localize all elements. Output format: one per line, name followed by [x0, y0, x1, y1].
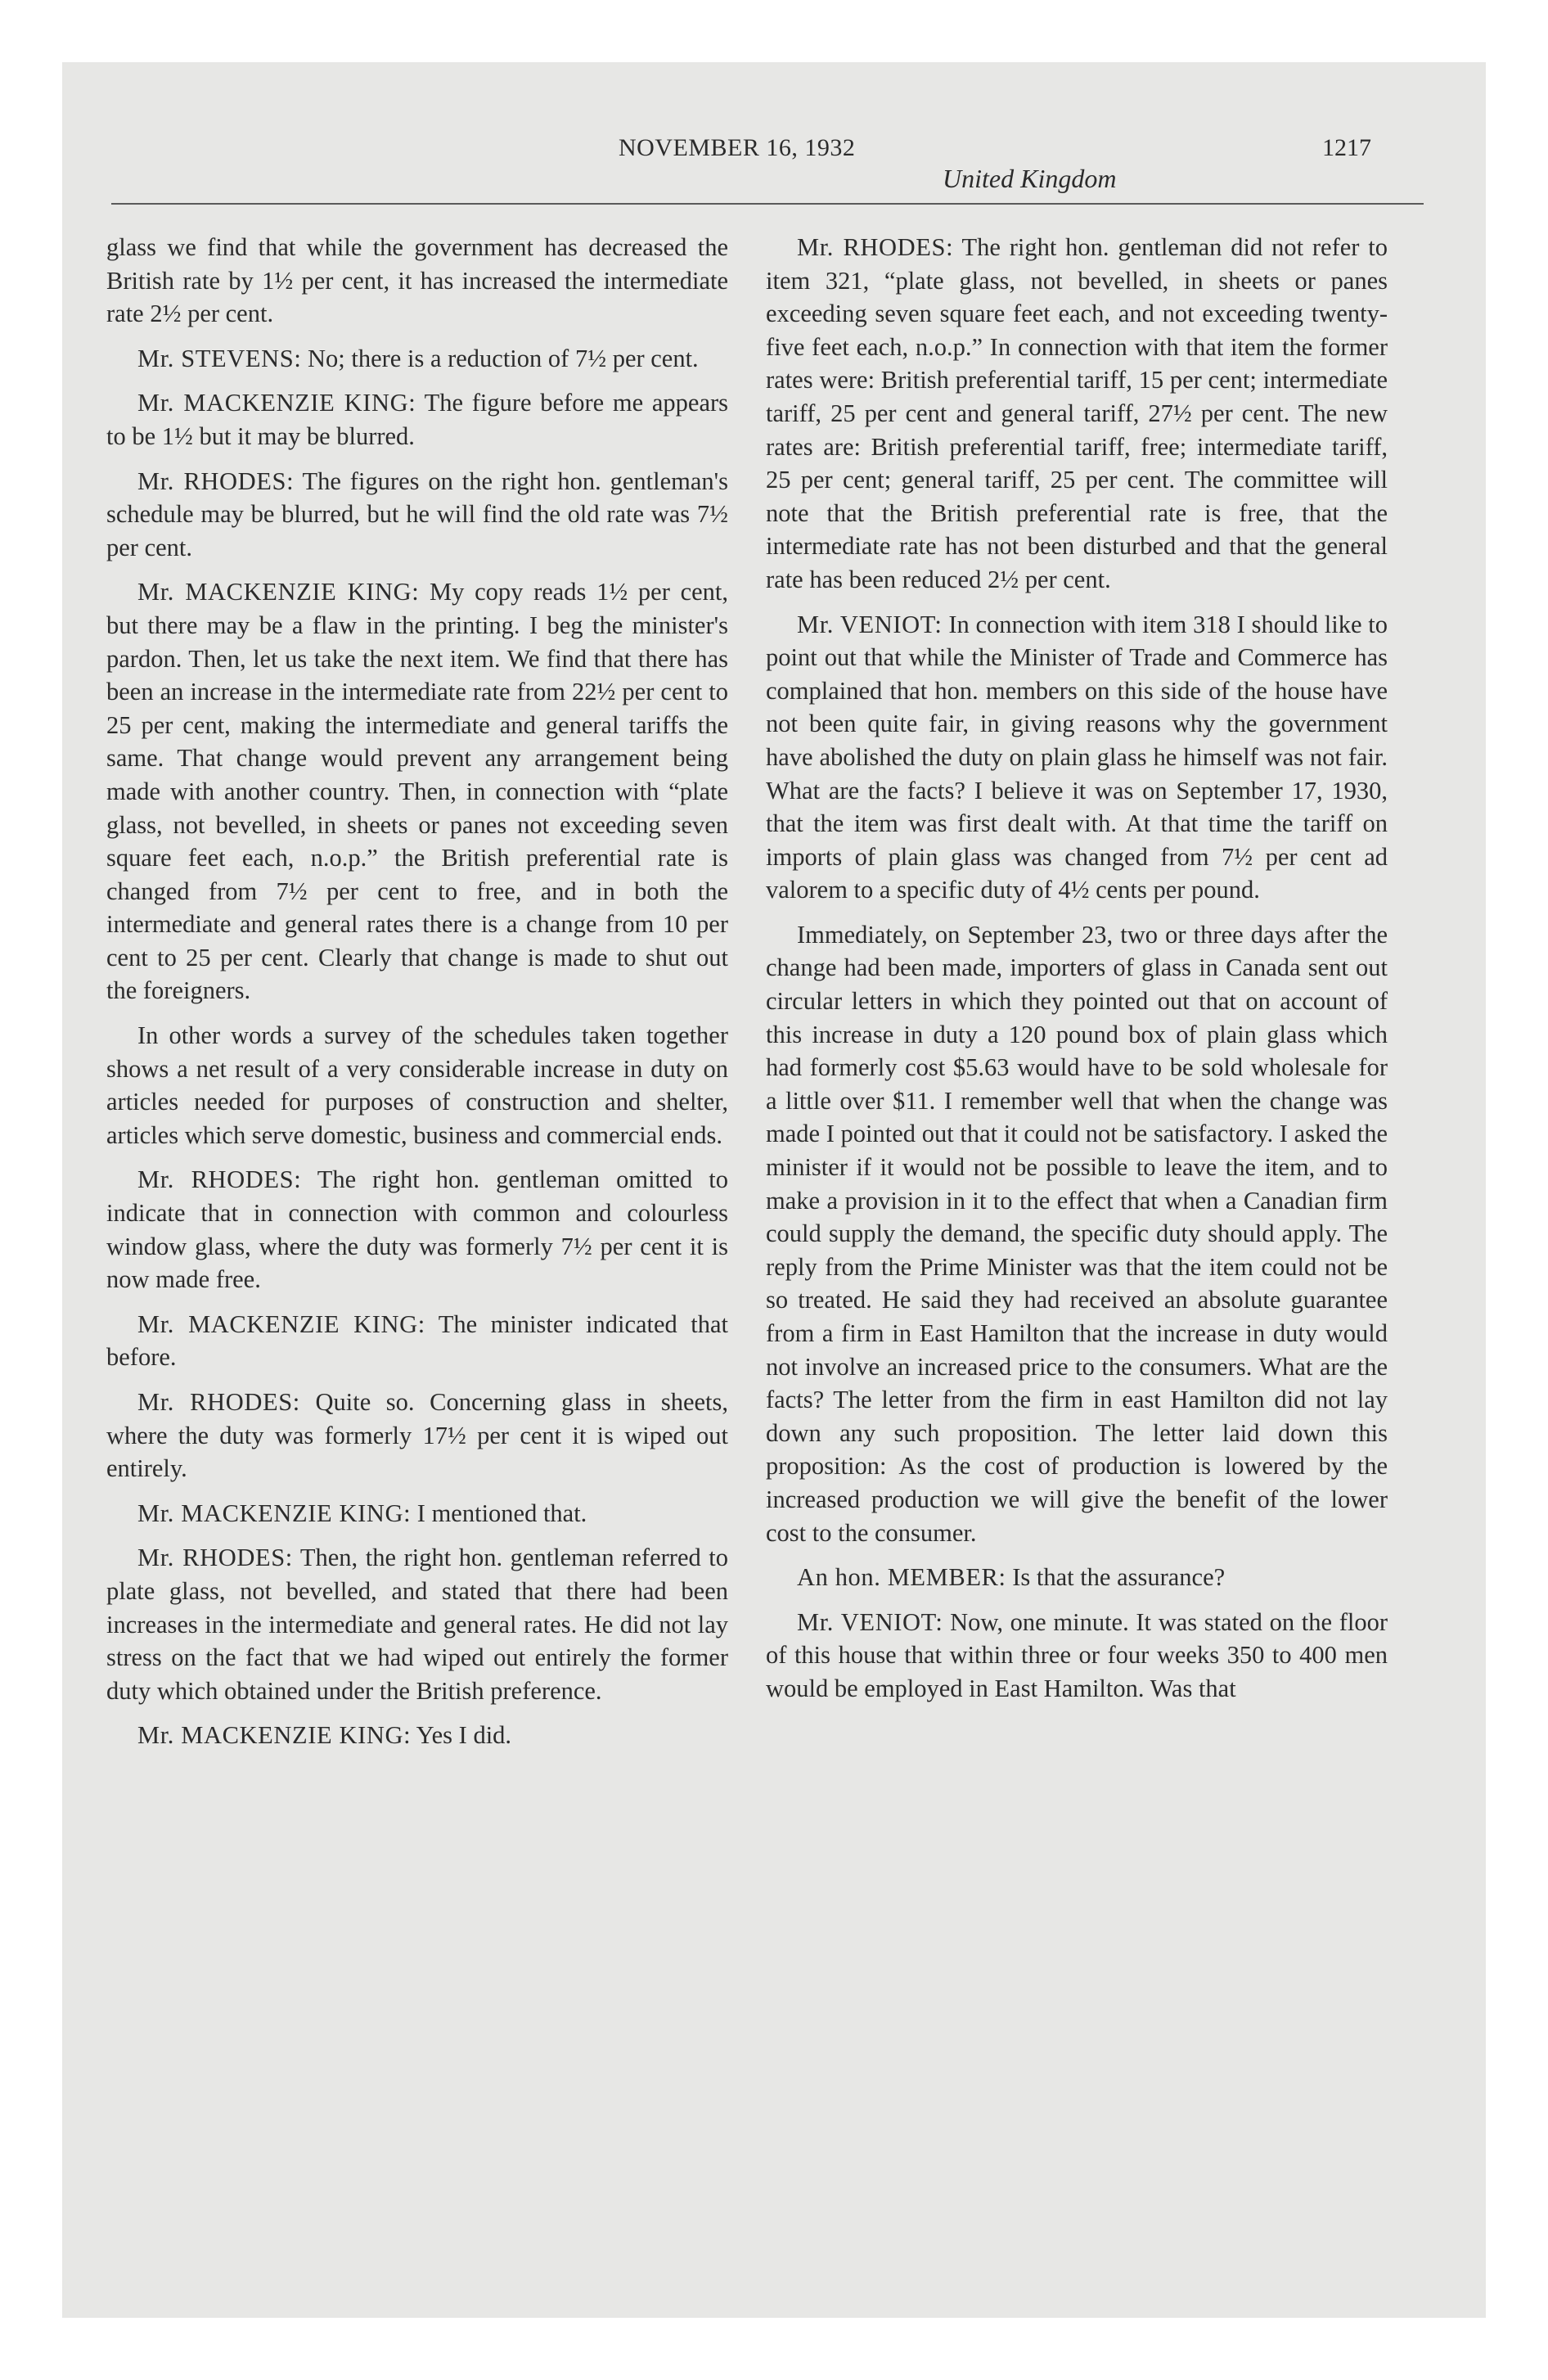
paragraph	[106, 231, 728, 331]
speaker-name: Mr. MACKENZIE KING:	[137, 578, 420, 606]
header-section-title: United Kingdom	[943, 164, 1117, 193]
paragraph-text: Quite so. Concerning glass in sheets, where the duty was formerly 17½ per cent it is wiped out entirely.	[106, 1388, 729, 1483]
paragraph-text: glass we find that while the government has decreased the British rate by 1½ per cent, it has increased the intermediate rate 2½ per cent.	[106, 233, 728, 328]
paragraph	[106, 1308, 728, 1374]
paragraph-text: Then, the right hon. gentleman referred to plate glass, not bevelled, and stated that there had been increases in the intermediate and general rates. He did not lay stress on the fact that we had wiped out entirely the former duty which obtained under the British preference.	[106, 1544, 729, 1705]
speaker-name: Mr. MACKENZIE KING:	[137, 389, 416, 417]
paragraph-text: No; there is a reduction of 7½ per cent.	[308, 344, 699, 372]
paragraph-text: Is that the assurance?	[1012, 1563, 1226, 1592]
speaker-name: Mr. MACKENZIE KING:	[137, 1499, 412, 1527]
paragraph-text: The minister indicated that before.	[106, 1309, 728, 1372]
header-date: NOVEMBER 16, 1932	[619, 134, 856, 161]
paragraph	[766, 918, 1388, 1549]
paragraph	[106, 342, 728, 376]
paragraph-text: The right hon. gentleman omitted to indicate that in connection with common and colourless window glass, where the duty was formerly 7½ per cent it is now made free.	[106, 1165, 728, 1294]
paragraph-text: My copy reads 1½ per cent, but there may be a flaw in the printing. I beg the minister's pardon. Then, let us take the next item. We find that there has been an increase in the intermediate rate from 22½ per cent to 25 per cent, making the intermediate and general tariffs the same. That change would prevent any arrangement being made with another country. Then, in connection with “plate glass, not bevelled, in sheets or panes not exceeding seven square feet each, n.o.p.” the British preferential rate is changed from 7½ per cent to free, and in both the intermediate and general rates there is a change from 10 per cent to 25 per cent. Clearly that change is made to shut out the foreigners.	[106, 578, 728, 1005]
paragraph	[766, 608, 1388, 907]
paragraph-text: The figure before me appears to be 1½ but it may be blurred.	[106, 389, 729, 450]
paragraph	[766, 231, 1388, 597]
left-column	[106, 231, 728, 1764]
paragraph	[106, 1386, 728, 1485]
speaker-name: Mr. VENIOT:	[797, 1607, 943, 1636]
speaker-name: Mr. RHODES:	[137, 467, 295, 495]
right-column	[766, 231, 1388, 1717]
paragraph	[106, 465, 728, 565]
header-rule	[111, 203, 1424, 205]
speaker-name: Mr. RHODES:	[137, 1388, 300, 1416]
paragraph	[106, 575, 728, 1007]
speaker-name: Mr. VENIOT:	[797, 610, 943, 638]
paragraph	[106, 1541, 728, 1707]
speaker-name: Mr. MACKENZIE KING:	[137, 1309, 425, 1338]
paragraph	[106, 1019, 728, 1152]
paragraph-text: The figures on the right hon. gentleman's schedule may be blurred, but he will find the old rate was 7½ per cent.	[106, 467, 728, 561]
page-sheet	[62, 62, 1486, 2318]
paragraph-text: In connection with item 318 I should like to point out that while the Minister of Trade and Commerce has complained that hon. members on this side of the house have not been quite fair, in giving reasons why the government have abolished the duty on plain glass he himself was not fair. What are the facts? I believe it was on September 17, 1930, that the item was first dealt with. At that time the tariff on imports of plain glass was changed from 7½ per cent ad valorem to a specific duty of 4½ cents per pound.	[766, 610, 1388, 904]
speaker-name: Mr. STEVENS:	[137, 344, 302, 372]
paragraph-text: The right hon. gentleman did not refer to item 321, “plate glass, not bevelled, in sheets or panes exceeding seven square feet each, and not exceeding twenty-five feet each, n.o.p.” In connection with that item the former rates were: British preferential tariff, 15 per cent; intermediate tariff, 25 per cent and general tariff, 27½ per cent. The new rates are: British preferential tariff, free; intermediate tariff, 25 per cent; general tariff, 25 per cent. The committee will note that the British preferential rate is free, that the intermediate rate has not been disturbed and that the general rate has been reduced 2½ per cent.	[766, 233, 1388, 593]
speaker-name: Mr. RHODES:	[137, 1165, 302, 1194]
page-number: 1217	[1322, 134, 1371, 161]
paragraph	[106, 1497, 728, 1530]
speaker-name: Mr. RHODES:	[797, 233, 954, 261]
paragraph-text: Now, one minute. It was stated on the floor of this house that within three or four weeks 350 to 400 men would be employed in East Hamilton. Was that	[766, 1607, 1388, 1702]
speaker-name: Mr. MACKENZIE KING:	[137, 1721, 412, 1750]
speaker-name: An hon. MEMBER:	[797, 1563, 1006, 1592]
paragraph-text: In other words a survey of the schedules taken together shows a net result of a very considerable increase in duty on articles needed for purposes of construction and shelter, articles which serve domestic, business and commercial ends.	[106, 1021, 728, 1149]
paragraph	[106, 1163, 728, 1296]
paragraph-text: Yes I did.	[416, 1721, 512, 1750]
paragraph	[766, 1606, 1388, 1706]
paragraph	[106, 386, 728, 453]
paragraph	[106, 1719, 728, 1752]
paragraph-text: Immediately, on September 23, two or three days after the change had been made, importers of glass in Canada sent out circular letters in which they pointed out that on account of this increase in duty a 120 pound box of plain glass which had formerly cost $5.63 would have to be sold wholesale for a little over $11. I remember well that when the change was made I pointed out that it could not be satisfactory. I asked the minister if it would not be possible to leave the item, and to make a provision in it to the effect that when a Canadian firm could supply the demand, the specific duty should apply. The reply from the Prime Minister was that the item could not be so treated. He said they had received an absolute guarantee from a firm in East Hamilton that the increase in duty would not involve an increased price to the consumers. What are the facts? The letter from the firm in east Hamilton did not lay down any such proposition. The letter laid down this proposition: As the cost of production is lowered by the increased production we will give the benefit of the lower cost to the consumer.	[766, 920, 1388, 1547]
paragraph	[766, 1561, 1388, 1594]
speaker-name: Mr. RHODES:	[137, 1544, 293, 1572]
paragraph-text: I mentioned that.	[416, 1499, 587, 1527]
